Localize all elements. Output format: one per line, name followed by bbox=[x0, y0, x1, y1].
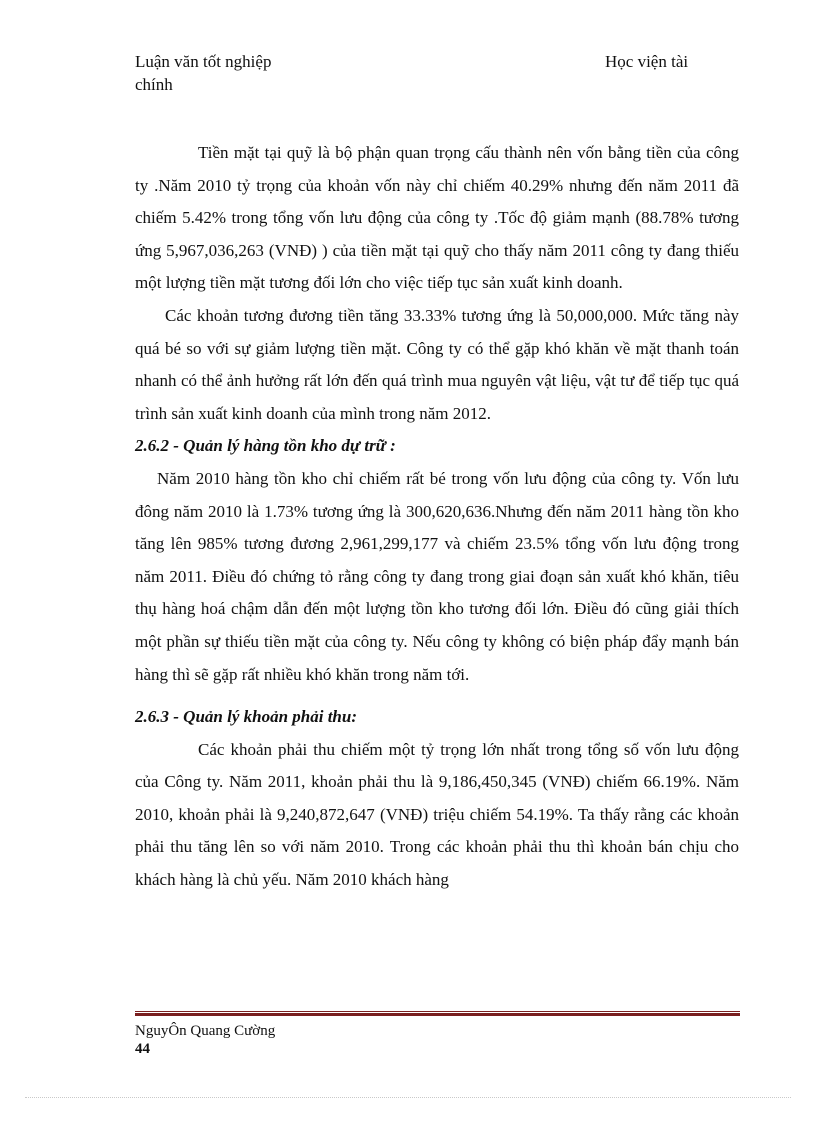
page-number: 44 bbox=[135, 1041, 150, 1057]
header-institution: Học viện tài bbox=[605, 52, 689, 71]
header-thesis-title-continued: chính bbox=[135, 75, 173, 94]
section-heading-receivables: 2.6.3 - Quản lý khoản phải thu: bbox=[135, 707, 357, 727]
page-boundary-line bbox=[25, 1097, 791, 1098]
header-thesis-title: Luận văn tốt nghiệp bbox=[135, 52, 272, 71]
paragraph-cash-equivalents: Các khoản tương đương tiền tăng 33.33% tương ứng là 50,000,000. Mức tăng này quá bé so với sự giảm lượng tiền mặt. Công ty có thể gặp khó khăn về mặt thanh toán nhanh có thể ảnh hưởng rất lớn đến quá trình mua nguyên vật liệu, vật tư để tiếp tục quá trình sản xuất kinh doanh của mình trong năm 2012. bbox=[135, 305, 739, 423]
page-body bbox=[135, 137, 739, 897]
paragraph-receivables: Các khoản phải thu chiếm một tỷ trọng lớn nhất trong tổng số vốn lưu động của Công ty. Năm 2011, khoản phải thu là 9,186,450,345 (VNĐ) chiếm 66.19%. Năm 2010, khoản phải là 9,240,872,647 (VNĐ) triệu chiếm 54.19%. Ta thấy rằng các khoản phải thu tăng lên so với năm 2010. Trong các khoản phải thu thì khoản bán chịu cho khách hàng là chủ yếu. Năm 2010 khách hàng bbox=[135, 739, 739, 890]
section-heading-inventory: 2.6.2 - Quản lý hàng tồn kho dự trữ : bbox=[135, 436, 396, 456]
paragraph-cash-on-hand: Tiền mặt tại quỹ là bộ phận quan trọng cấu thành nên vốn bằng tiền của công ty .Năm 2010 tỷ trọng của khoản vốn này chỉ chiếm 40.29% nhưng đến năm 2011 đã chiếm 5.42% trong tổng vốn lưu động của công ty .Tốc độ giảm mạnh (88.78% tương ứng 5,967,036,263 (VNĐ) ) của tiền mặt tại quỹ cho thấy năm 2011 công ty đang thiếu một lượng tiền mặt tương đối lớn cho việc tiếp tục sản xuất kinh doanh. bbox=[135, 143, 739, 293]
paragraph-inventory: Năm 2010 hàng tồn kho chỉ chiếm rất bé trong vốn lưu động của công ty. Vốn lưu đông năm 2010 là 1.73% tương ứng là 300,620,636.Nhưng đến năm 2011 hàng tồn kho tăng lên 985% tương đương 2,961,299,177 và chiếm 23.5% tổng vốn lưu động trong năm 2011. Điều đó chứng tỏ rằng công ty đang trong giai đoạn sản xuất khó khăn, tiêu thụ hàng hoá chậm dẫn đến một lượng tồn kho tương đối lớn. Điều đó cũng giải thích một phần sự thiếu tiền mặt của công ty. Nếu công ty không có biện pháp đẩy mạnh bán hàng thì sẽ gặp rất nhiều khó khăn trong năm tới. bbox=[135, 468, 739, 684]
footer-divider bbox=[135, 1011, 740, 1017]
footer-author: NguyÔn Quang Cường bbox=[135, 1023, 276, 1039]
